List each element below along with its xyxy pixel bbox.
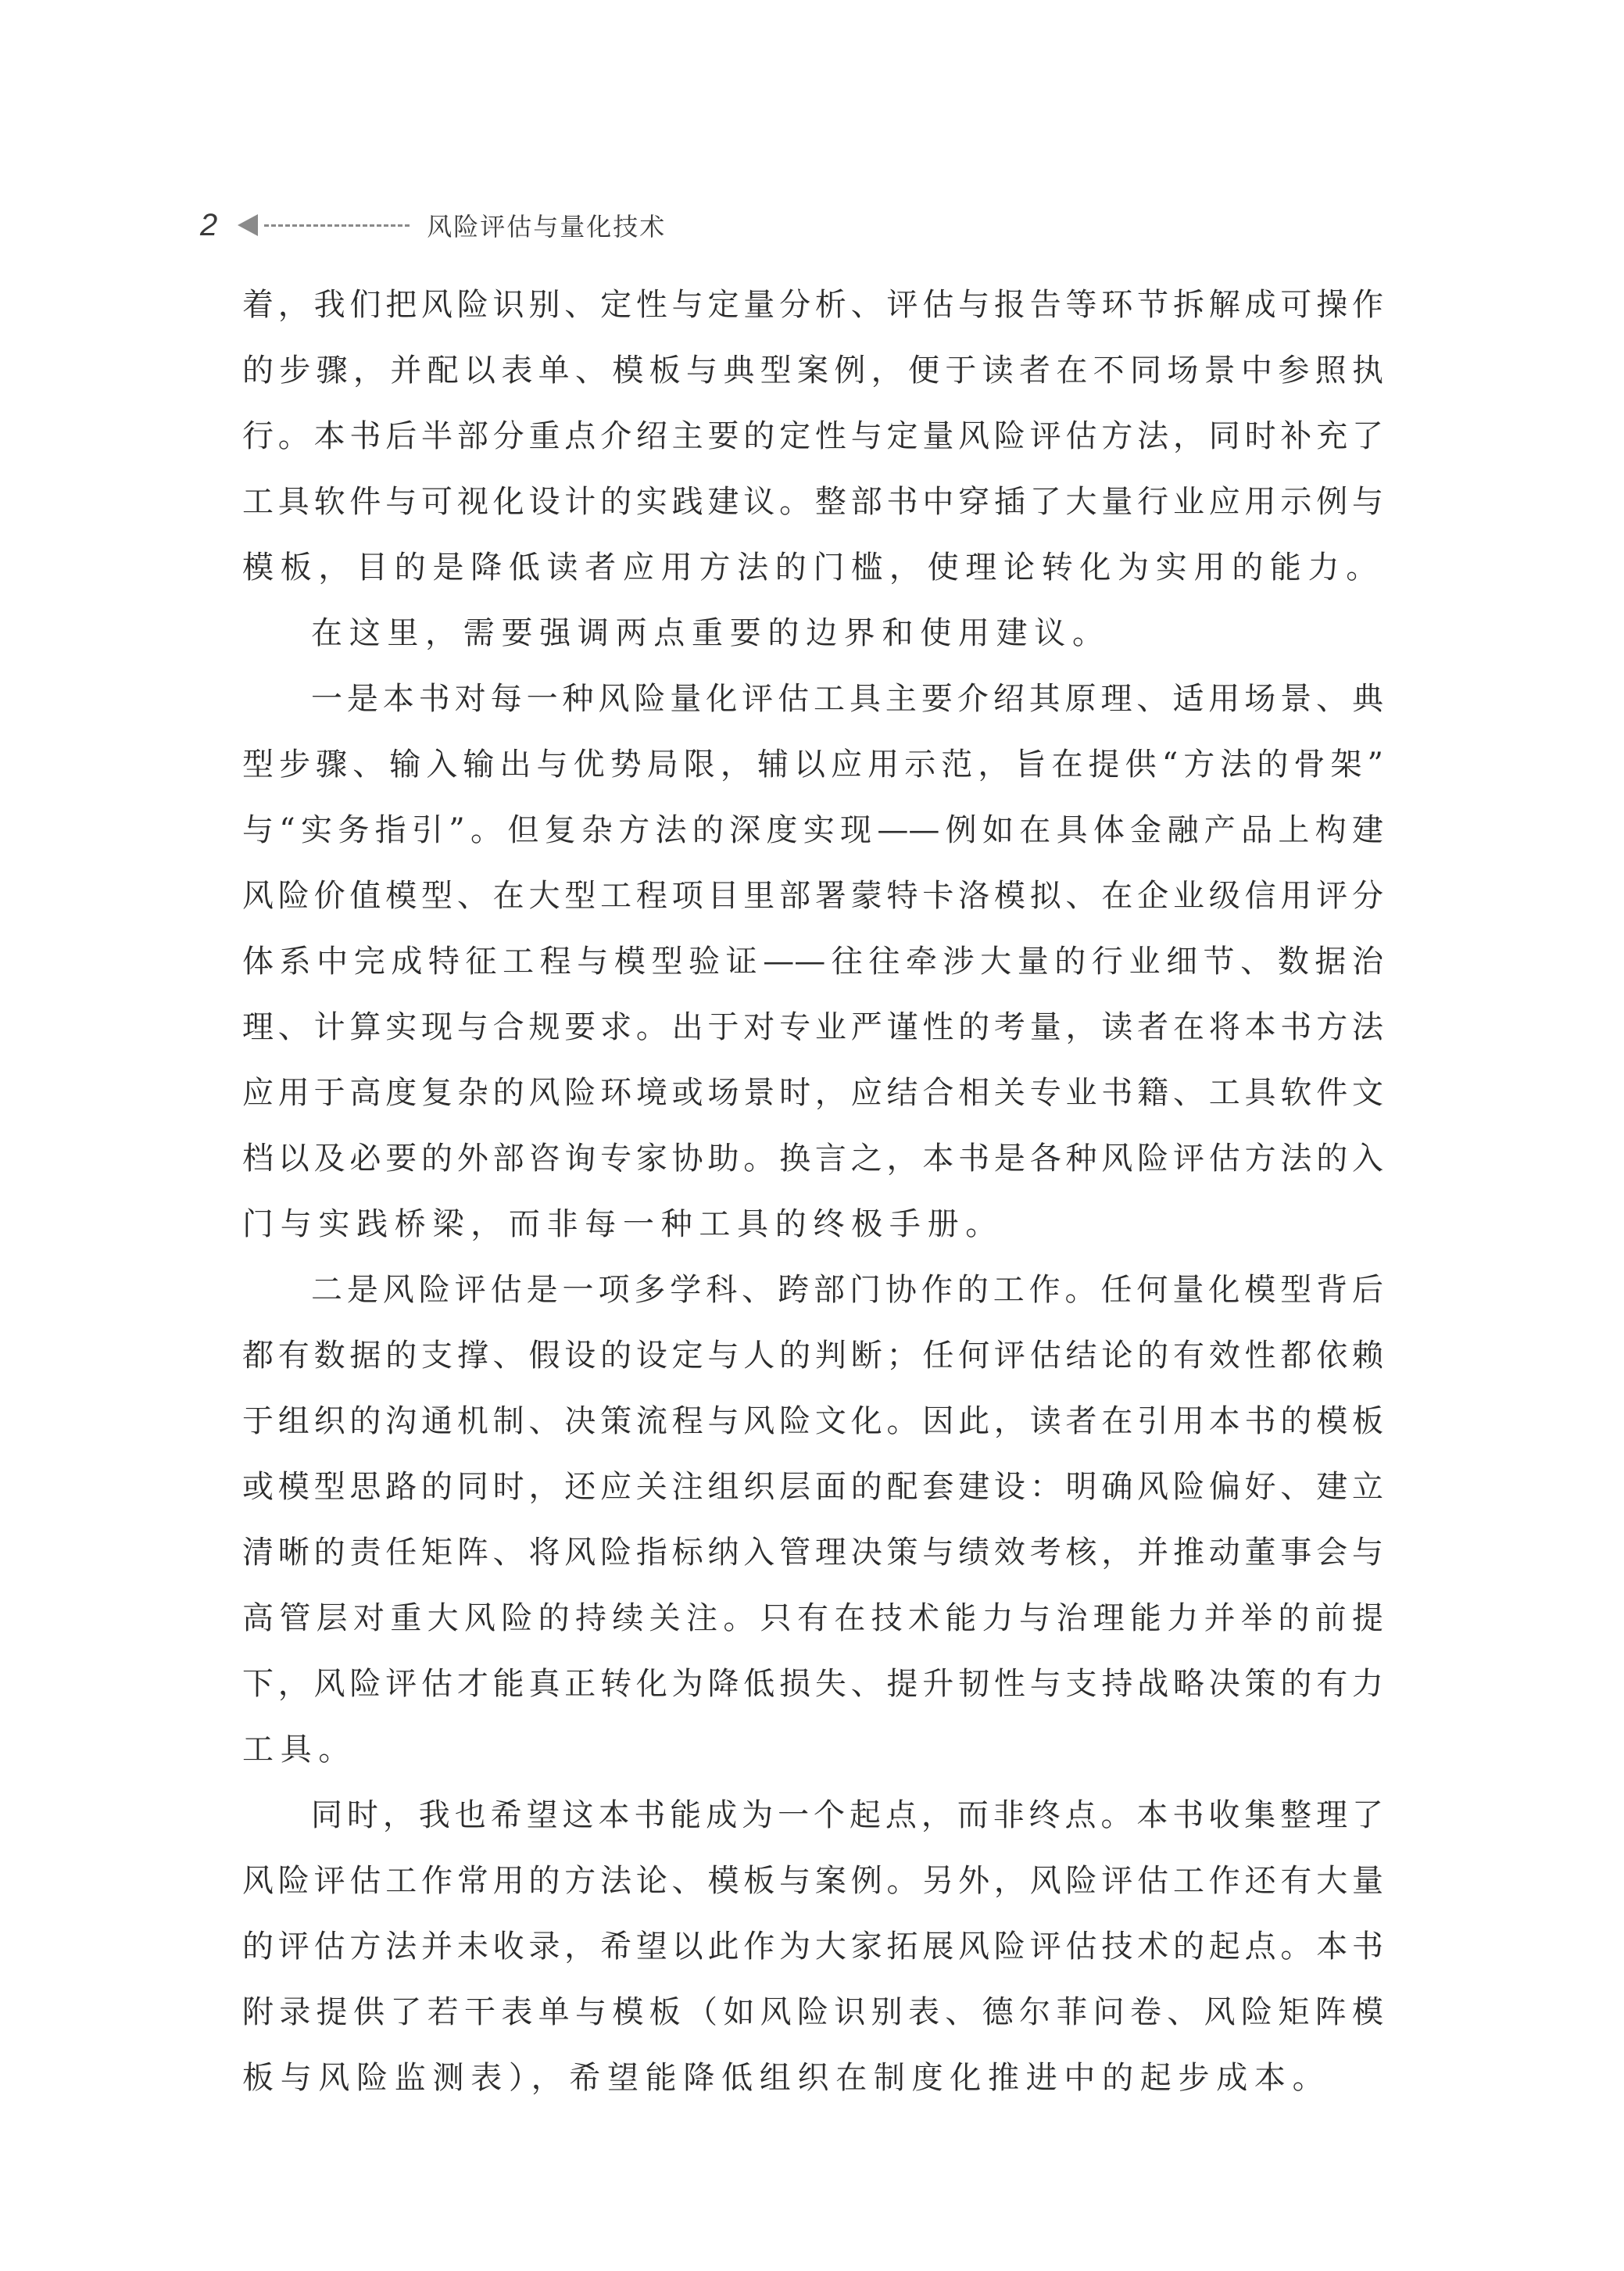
text-line: 风险价值模型、在大型工程项目里部署蒙特卡洛模拟、在企业级信用评分: [242, 878, 1383, 914]
paragraph: [242, 600, 1383, 666]
header-dashed-rule: [264, 224, 410, 227]
text-line: 的步骤，并配以表单、模板与典型案例，便于读者在不同场景中参照执: [242, 353, 1383, 389]
paragraph: [242, 1257, 1383, 1782]
page-number: 2: [200, 207, 218, 242]
text-line: 工具。: [242, 1732, 357, 1768]
text-line: 档以及必要的外部咨询专家协助。换言之，本书是各种风险评估方法的入: [242, 1141, 1383, 1177]
text-line: 着，我们把风险识别、定性与定量分析、评估与报告等环节拆解成可操作: [242, 287, 1383, 323]
text-line: 都有数据的支撑、假设的设定与人的判断；任何评估结论的有效性都依赖: [242, 1338, 1383, 1374]
text-line: 模板，目的是降低读者应用方法的门槛，使理论转化为实用的能力。: [242, 550, 1384, 586]
text-line: 或模型思路的同时，还应关注组织层面的配套建设：明确风险偏好、建立: [242, 1469, 1383, 1505]
text-line: 的评估方法并未收录，希望以此作为大家拓展风险评估技术的起点。本书: [242, 1929, 1383, 1965]
running-header-title: 风险评估与量化技术: [427, 212, 667, 242]
text-line: 体系中完成特征工程与模型验证——往往牵涉大量的行业细节、数据治: [242, 944, 1383, 980]
running-header: [200, 202, 666, 249]
paragraph: [242, 1782, 1383, 2111]
text-line: 板与风险监测表），希望能降低组织在制度化推进中的起步成本。: [242, 2060, 1331, 2096]
text-line: 风险评估工作常用的方法论、模板与案例。另外，风险评估工作还有大量: [242, 1863, 1383, 1899]
body-text: [242, 272, 1383, 2111]
paragraph: [242, 272, 1383, 600]
text-line: 同时，我也希望这本书能成为一个起点，而非终点。本书收集整理了: [311, 1797, 1383, 1833]
text-line: 高管层对重大风险的持续关注。只有在技术能力与治理能力并举的前提: [242, 1600, 1383, 1636]
text-line: 工具软件与可视化设计的实践建议。整部书中穿插了大量行业应用示例与: [242, 484, 1383, 520]
text-line: 二是风险评估是一项多学科、跨部门协作的工作。任何量化模型背后: [311, 1272, 1383, 1308]
text-line: 应用于高度复杂的风险环境或场景时，应结合相关专业书籍、工具软件文: [242, 1075, 1383, 1111]
paragraph: [242, 666, 1383, 1257]
text-line: 在这里，需要强调两点重要的边界和使用建议。: [311, 615, 1111, 651]
text-line: 门与实践桥梁，而非每一种工具的终极手册。: [242, 1206, 1003, 1242]
text-line: 清晰的责任矩阵、将风险指标纳入管理决策与绩效考核，并推动董事会与: [242, 1535, 1383, 1571]
text-line: 与“实务指引”。但复杂方法的深度实现——例如在具体金融产品上构建: [242, 812, 1383, 848]
text-line: 理、计算实现与合规要求。出于对专业严谨性的考量，读者在将本书方法: [242, 1009, 1383, 1045]
text-line: 下，风险评估才能真正转化为降低损失、提升韧性与支持战略决策的有力: [242, 1666, 1383, 1702]
text-line: 行。本书后半部分重点介绍主要的定性与定量风险评估方法，同时补充了: [242, 418, 1383, 454]
text-line: 于组织的沟通机制、决策流程与风险文化。因此，读者在引用本书的模板: [242, 1403, 1383, 1439]
text-line: 附录提供了若干表单与模板（如风险识别表、德尔菲问卷、风险矩阵模: [242, 1994, 1383, 2030]
text-line: 型步骤、输入输出与优势局限，辅以应用示范，旨在提供“方法的骨架”: [242, 747, 1383, 783]
left-arrow-icon: [238, 214, 258, 236]
text-line: 一是本书对每一种风险量化评估工具主要介绍其原理、适用场景、典: [311, 681, 1383, 717]
